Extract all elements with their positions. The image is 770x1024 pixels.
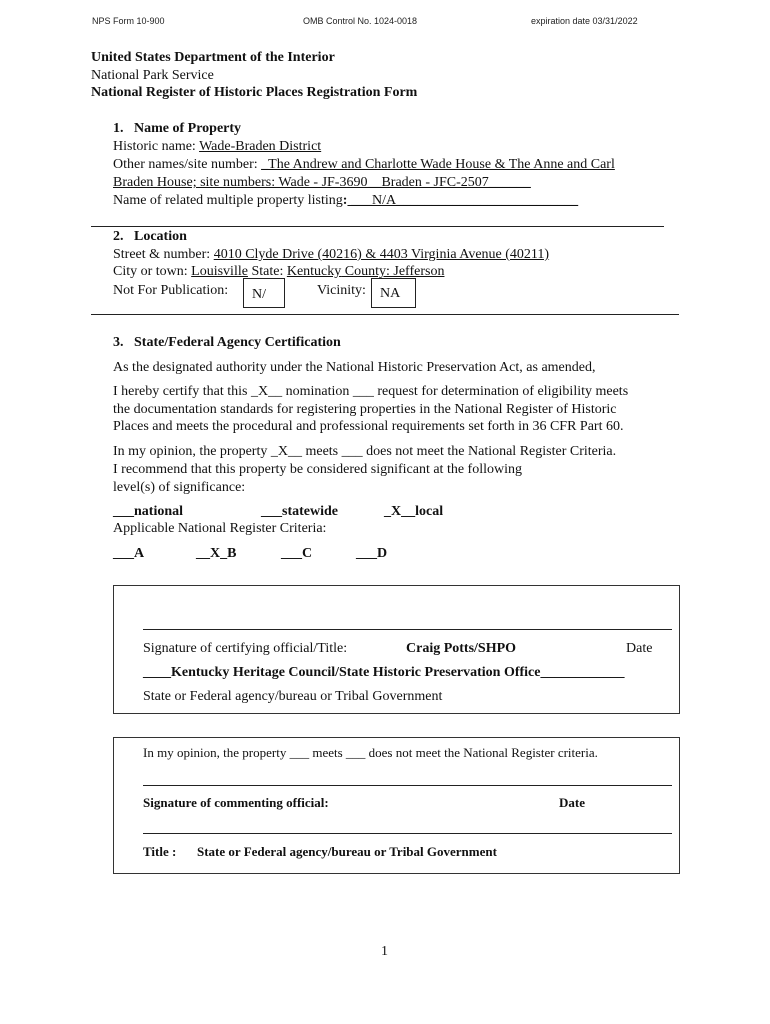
street-value: 4010 Clyde Drive (40216) & 4403 Virginia Avenue (40211): [213, 247, 550, 262]
service-name: National Park Service: [91, 68, 214, 83]
other-names-line: [113, 156, 615, 174]
form-title: National Register of Historic Places Registration Form: [91, 85, 418, 100]
state-label: State:: [247, 264, 287, 279]
related-listing-colon: :: [342, 193, 348, 208]
section-3-heading: 3. State/Federal Agency Certification: [113, 335, 341, 350]
commenting-date-label: Date: [559, 795, 585, 810]
department-title: United States Department of the Interior: [91, 50, 335, 65]
section-divider: [91, 226, 664, 227]
vicinity-label: Vicinity:: [317, 283, 366, 298]
certifying-agency-label: State or Federal agency/bureau or Tribal Government: [143, 689, 443, 704]
not-for-publication-field[interactable]: N/: [243, 278, 285, 308]
historic-name-value: Wade-Braden District: [199, 139, 322, 154]
section-2-heading: 2. Location: [113, 229, 187, 244]
other-names-continued: Braden House; site numbers: Wade - JF-3690__Braden - JFC-2507______: [113, 175, 531, 190]
opinion-line-2: I recommend that this property be considered significant at the following: [113, 462, 522, 477]
other-names-label: Other names/site number:: [113, 157, 262, 172]
signature-line[interactable]: [143, 629, 672, 630]
state-value: Kentucky: [286, 264, 342, 279]
authority-statement: As the designated authority under the National Historic Preservation Act, as amended,: [113, 360, 596, 375]
not-for-publication-label: Not For Publication:: [113, 283, 229, 298]
expiration-date: expiration date 03/31/2022: [531, 16, 638, 26]
certify-line-3: Places and meets the procedural and professional requirements set forth in 36 CFR Part 60.: [113, 419, 624, 434]
page-number: 1: [381, 944, 388, 959]
certify-line-1: I hereby certify that this _X__ nomination ___ request for determination of eligibility meets: [113, 384, 629, 399]
criterion-c: ___C: [281, 546, 313, 561]
related-listing-line: [113, 192, 578, 210]
commenting-signature-label: Signature of commenting official:: [143, 795, 329, 810]
certify-line-2: the documentation standards for registering properties in the National Register of Historic: [113, 402, 617, 417]
criterion-d: ___D: [356, 546, 388, 561]
related-listing-value: ___N/A__________________________: [347, 193, 579, 208]
certifying-official-name: Craig Potts/SHPO: [406, 641, 517, 656]
street-label: Street & number:: [113, 247, 214, 262]
commenting-title-value: State or Federal agency/bureau or Tribal Government: [197, 844, 497, 859]
other-names-value: _The Andrew and Charlotte Wade House & The Anne and Carl: [261, 157, 615, 172]
certifying-signature-label: Signature of certifying official/Title:: [143, 641, 348, 656]
opinion-line-3: level(s) of significance:: [113, 480, 246, 495]
omb-control-number: OMB Control No. 1024-0018: [303, 16, 418, 26]
section-1-heading: 1. Name of Property: [113, 121, 242, 136]
commenting-title-label: Title :: [143, 844, 177, 859]
related-listing-label: Name of related multiple property listing: [113, 193, 343, 208]
level-national: ___national: [113, 504, 184, 519]
historic-name-label: Historic name:: [113, 139, 200, 154]
level-statewide: ___statewide: [261, 504, 338, 519]
section-divider: [91, 314, 679, 315]
county-value: County: Jefferson: [341, 264, 445, 279]
city-value: Louisville: [191, 264, 248, 279]
signature-line[interactable]: [143, 785, 672, 786]
level-local: _X__local: [384, 504, 444, 519]
criterion-b: __X_B: [196, 546, 237, 561]
title-line[interactable]: [143, 833, 672, 834]
historic-name-line: [113, 138, 321, 156]
city-label: City or town:: [113, 264, 192, 279]
certifying-date-label: Date: [626, 641, 653, 656]
criterion-a: ___A: [113, 546, 145, 561]
criteria-label: Applicable National Register Criteria:: [113, 521, 327, 536]
form-number: NPS Form 10-900: [92, 16, 165, 26]
street-line: [113, 246, 549, 264]
vicinity-field[interactable]: NA: [371, 278, 416, 308]
opinion-line-1: In my opinion, the property _X__ meets ___ does not meet the National Register Criteria.: [113, 444, 617, 459]
comment-opinion: In my opinion, the property ___ meets ___ does not meet the National Register criteria.: [143, 745, 598, 760]
certifying-office: ____Kentucky Heritage Council/State Historic Preservation Office____________: [143, 665, 625, 680]
